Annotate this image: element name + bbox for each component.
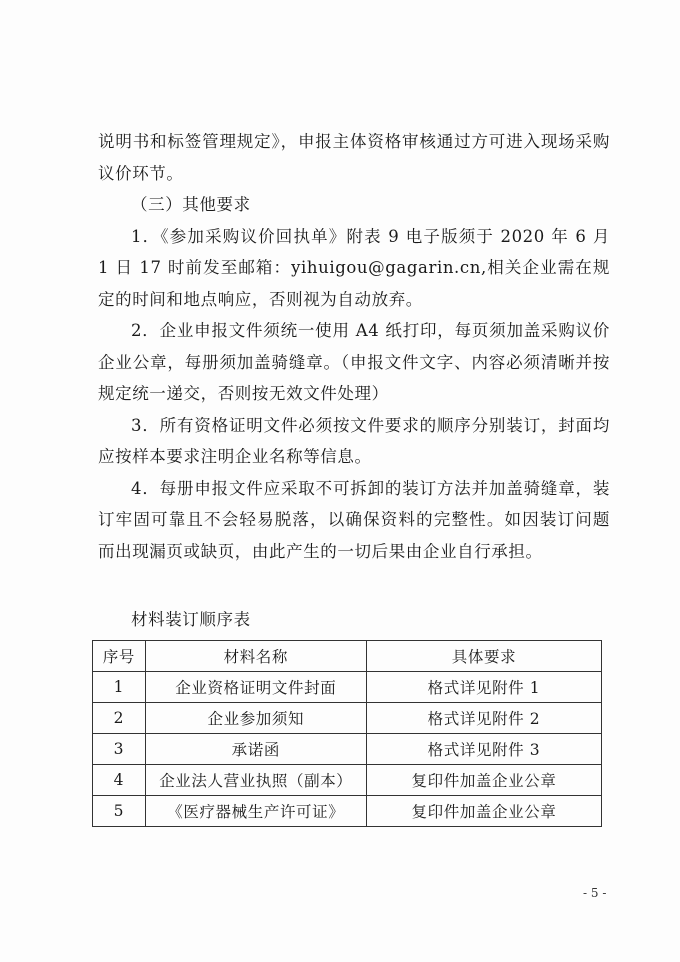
row-name: 企业资格证明文件封面 [145, 672, 366, 703]
header-requirement: 具体要求 [366, 641, 601, 672]
row-name: 承诺函 [145, 734, 366, 765]
page-number: - 5 - [583, 886, 607, 900]
requirement-item-3: 3．所有资格证明文件必须按文件要求的顺序分别装订，封面均应按样本要求注明企业名称等信息。 [98, 415, 610, 466]
row-no: 3 [93, 734, 146, 765]
row-requirement: 格式详见附件 3 [366, 734, 601, 765]
table-row [93, 765, 602, 796]
header-no: 序号 [93, 641, 146, 672]
row-name: 企业参加须知 [145, 703, 366, 734]
row-no: 5 [93, 796, 146, 827]
row-no: 2 [93, 703, 146, 734]
row-requirement: 复印件加盖企业公章 [366, 765, 601, 796]
row-requirement: 格式详见附件 1 [366, 672, 601, 703]
continuation-paragraph: 说明书和标签管理规定》，申报主体资格审核通过方可进入现场采购议价环节。 [98, 132, 610, 183]
requirement-item-4: 4．每册申报文件应采取不可拆卸的装订方法并加盖骑缝章，装订牢固可靠且不会轻易脱落，以确保资料的完整性。如因装订问题而出现漏页或缺页，由此产生的一切后果由企业自行承担。 [98, 478, 610, 561]
row-name: 《医疗器械生产许可证》 [145, 796, 366, 827]
header-name: 材料名称 [145, 641, 366, 672]
table-row [93, 796, 602, 827]
requirement-item-1: 1．《参加采购议价回执单》附表 9 电子版须于 2020 年 6 月 1 日 17 时前发至邮箱：yihuigou@gagarin.cn,相关企业需在规定的时间和地点响应，否则视为自动放弃。 [98, 226, 610, 309]
row-no: 1 [93, 672, 146, 703]
table-header-row [93, 641, 602, 672]
table-row [93, 672, 602, 703]
table-caption: 材料装订顺序表 [131, 610, 251, 629]
row-requirement: 格式详见附件 2 [366, 703, 601, 734]
table-row [93, 703, 602, 734]
section-heading: （三）其他要求 [131, 195, 251, 214]
row-no: 4 [93, 765, 146, 796]
row-requirement: 复印件加盖企业公章 [366, 796, 601, 827]
body-text [98, 126, 610, 567]
table-row [93, 734, 602, 765]
row-name: 企业法人营业执照（副本） [145, 765, 366, 796]
requirement-item-2: 2．企业申报文件须统一使用 A4 纸打印，每页须加盖采购议价企业公章，每册须加盖骑缝章。（申报文件文字、内容必须清晰并按规定统一递交，否则按无效文件处理） [98, 321, 610, 403]
materials-binding-order-table [92, 640, 602, 827]
